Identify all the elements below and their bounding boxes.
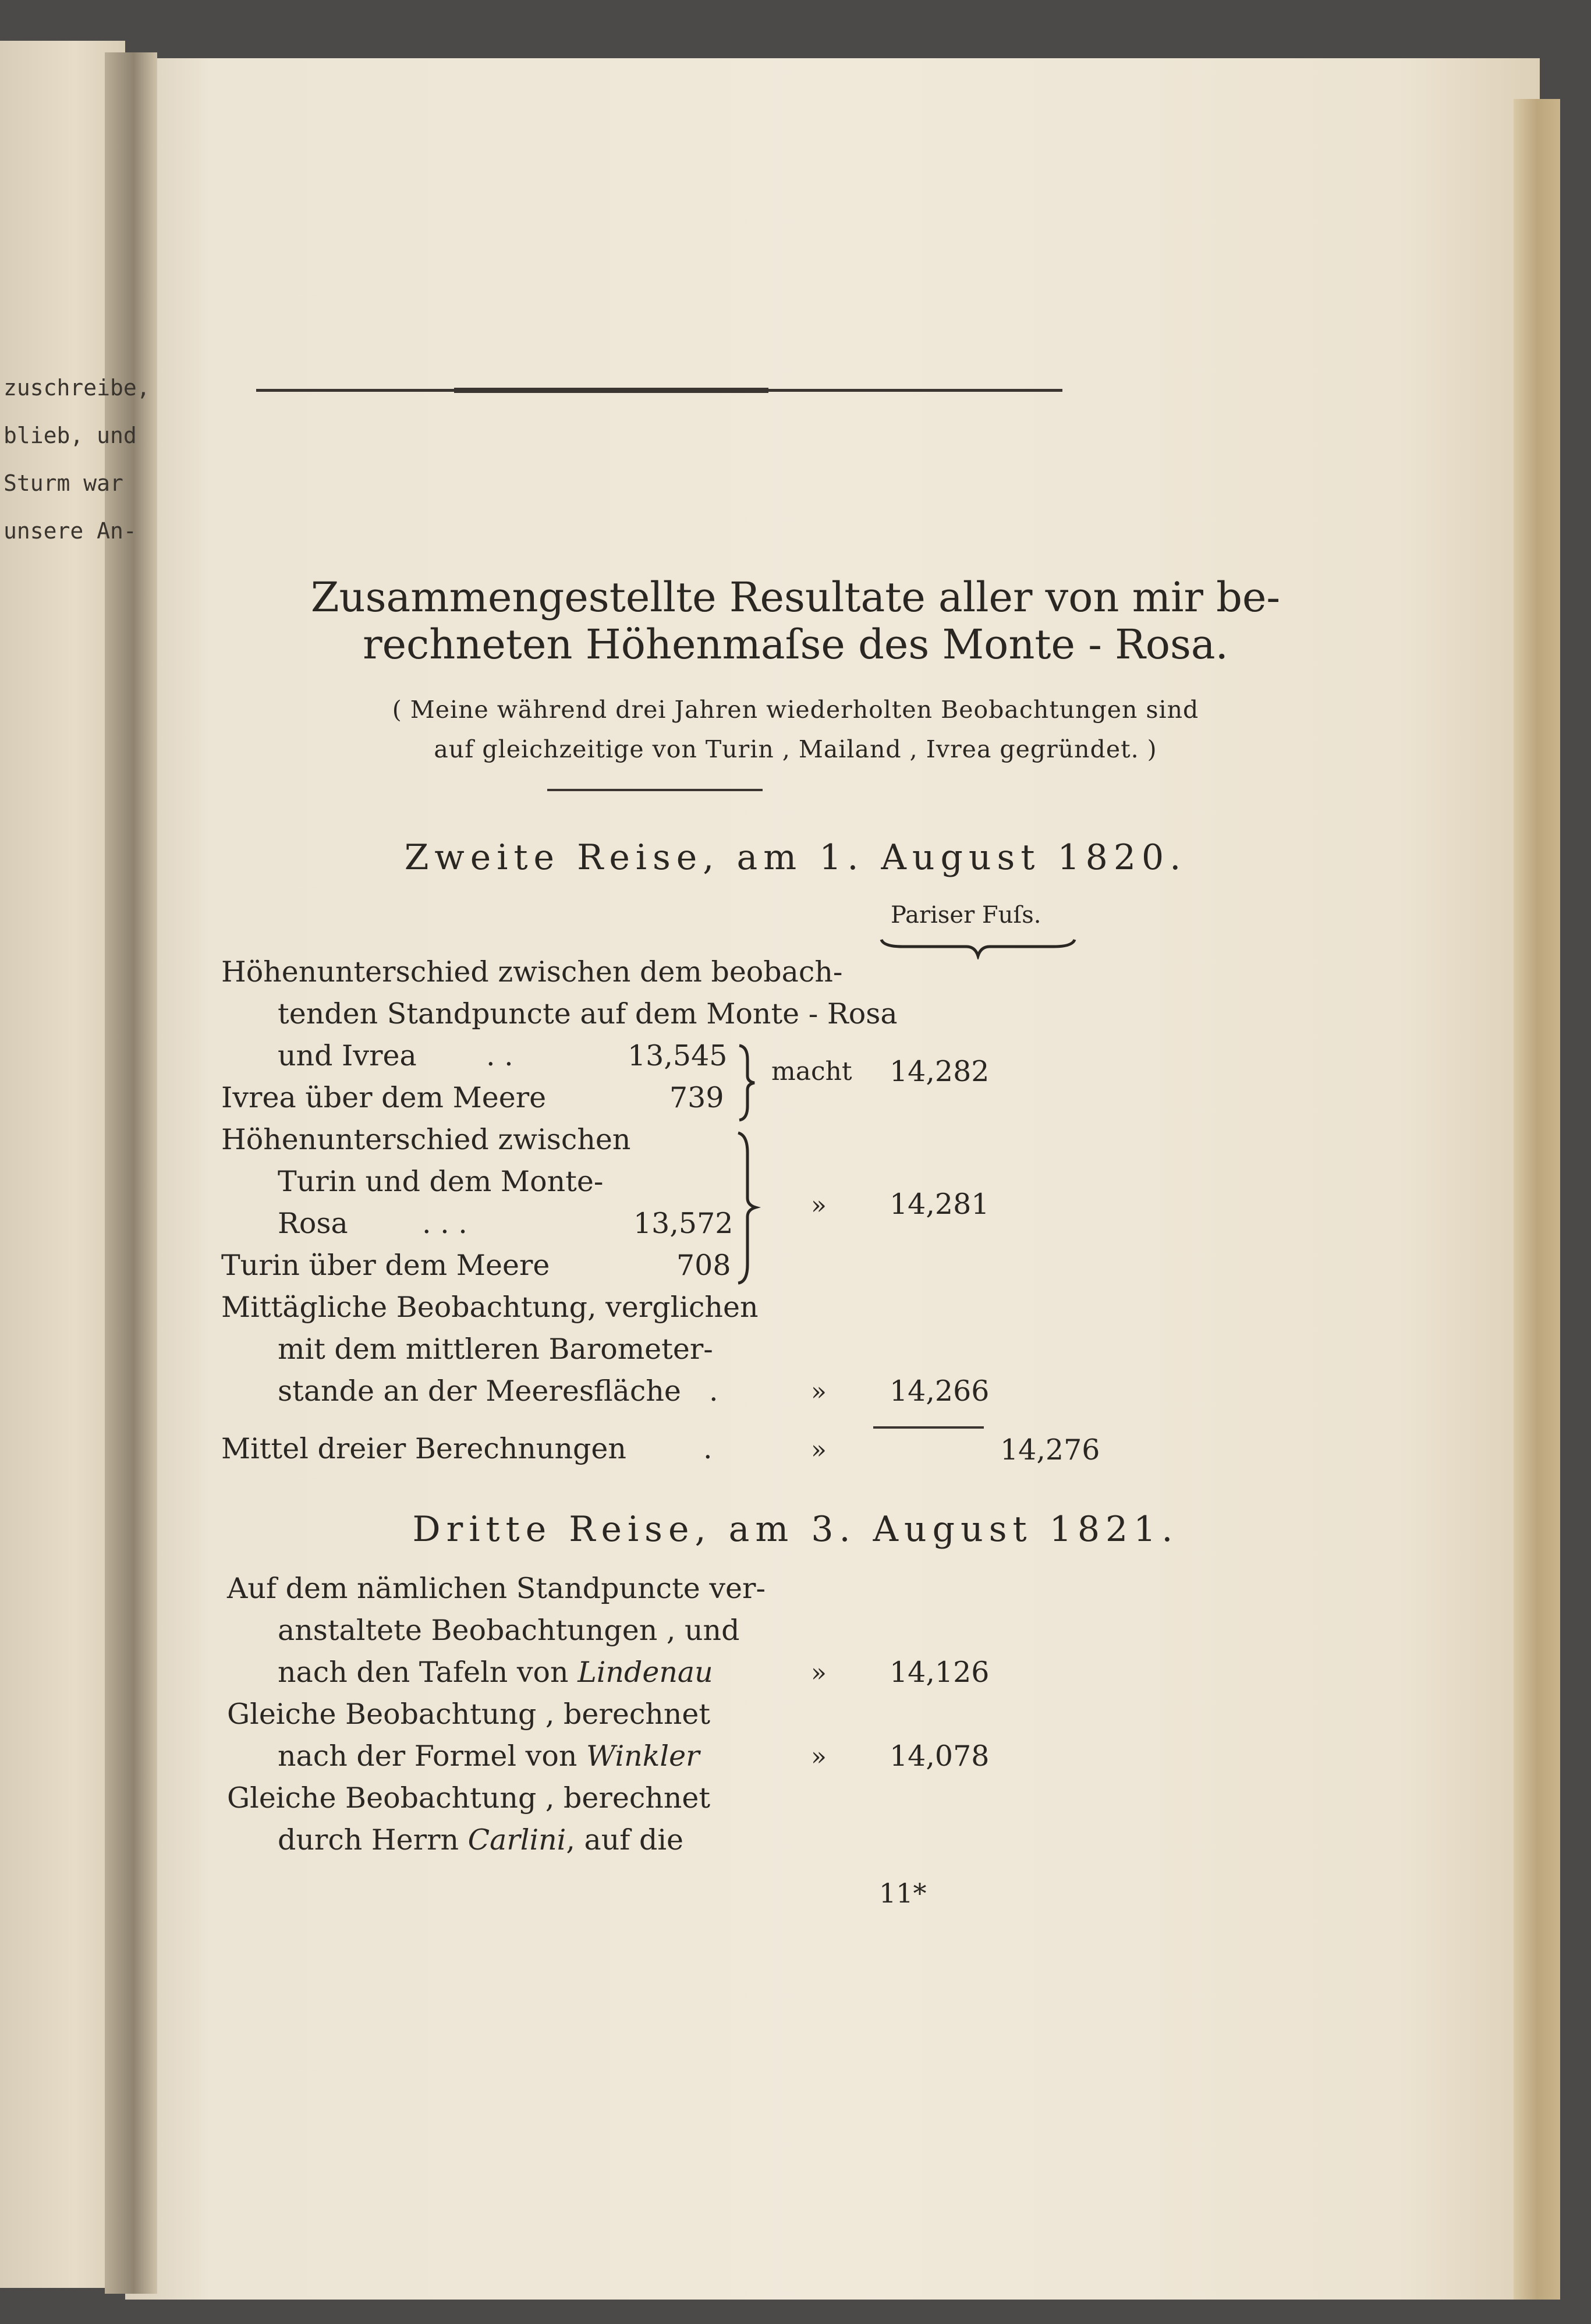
text-line: anstaltete Beobachtungen , und: [278, 1614, 740, 1647]
result-value: 14,078: [890, 1740, 990, 1773]
text-fragment: durch Herrn: [278, 1823, 459, 1857]
value-ivrea-difference: 13,545: [628, 1039, 728, 1072]
leader-dots: . . .: [422, 1207, 467, 1240]
signature-mark: 11*: [879, 1877, 927, 1909]
name-winkler: Winkler: [586, 1740, 700, 1773]
name-carlini: Carlini: [467, 1823, 566, 1857]
value-turin-difference: 13,572: [633, 1207, 734, 1240]
leader-dots: .: [709, 1374, 718, 1408]
text-line: Gleiche Beobachtung , berechnet: [227, 1698, 711, 1731]
section-divider: [547, 789, 763, 791]
section-heading-dritte-reise: Dritte Reise, am 3. August 1821.: [412, 1509, 1179, 1550]
text-fragment: nach der Formel von: [278, 1740, 577, 1773]
text-line: [278, 1740, 700, 1773]
text-line: Turin über dem Meere: [221, 1249, 550, 1282]
left-page-text: [3, 364, 150, 555]
text-line: stande an der Meeresfläche: [278, 1374, 681, 1408]
ditto-mark: »: [811, 1191, 827, 1220]
left-line: unsere An-: [3, 518, 137, 544]
text-fragment: nach den Tafeln von: [278, 1656, 569, 1689]
page-edge: [1514, 99, 1560, 2300]
ditto-mark: »: [811, 1742, 827, 1772]
text-line: Höhenunterschied zwischen: [221, 1123, 631, 1156]
mean-value: 14,276: [1000, 1433, 1100, 1466]
result-value: 14,281: [890, 1188, 990, 1221]
text-line: Ivrea über dem Meere: [221, 1081, 547, 1114]
left-line: Sturm war: [3, 470, 123, 496]
text-line: Gleiche Beobachtung , berechnet: [227, 1781, 711, 1815]
text-line: und Ivrea: [278, 1039, 417, 1072]
name-lindenau: Lindenau: [577, 1656, 713, 1689]
left-line: blieb, und: [3, 423, 137, 448]
text-fragment: , auf die: [566, 1823, 684, 1857]
text-line: [278, 1656, 713, 1689]
macht-label: macht: [771, 1057, 852, 1086]
leader-dots: . .: [486, 1039, 513, 1072]
leader-dots: .: [703, 1432, 713, 1465]
value-ivrea-height: 739: [669, 1081, 724, 1114]
sum-rule: [873, 1426, 984, 1429]
value-turin-height: 708: [676, 1249, 731, 1282]
section-heading-zweite-reise: Zweite Reise, am 1. August 1820.: [404, 837, 1187, 878]
text-line: [278, 1823, 683, 1857]
text-line: mit dem mittleren Barometer-: [278, 1333, 713, 1366]
text-line: Mittel dreier Berechnungen: [221, 1432, 626, 1465]
page-title-line-2: rechneten Höhenmaſse des Monte - Rosa.: [363, 621, 1228, 668]
text-line: Mittägliche Beobachtung, verglichen: [221, 1291, 759, 1324]
top-rule-ornament: [454, 388, 768, 393]
text-line: Höhenunterschied zwischen dem beobach-: [221, 955, 843, 989]
page-title-line-1: Zusammengestellte Resultate aller von mir be-: [310, 573, 1281, 621]
text-line: tenden Standpuncte auf dem Monte - Rosa: [278, 997, 898, 1030]
result-value: 14,266: [890, 1374, 990, 1408]
unit-label: Pariser Fuſs.: [891, 902, 1041, 929]
text-line: Auf dem nämlichen Standpuncte ver-: [227, 1572, 766, 1605]
result-value: 14,126: [890, 1656, 990, 1689]
unit-brace: [879, 936, 1077, 959]
subtitle-line-2: auf gleichzeitige von Turin , Mailand , Ivrea gegründet. ): [434, 735, 1157, 763]
subtitle-line-1: ( Meine während drei Jahren wiederholten Beobachtungen sind: [392, 696, 1199, 724]
ditto-mark: »: [811, 1658, 827, 1688]
brace-turin: [735, 1129, 764, 1287]
text-line: Turin und dem Monte-: [278, 1165, 604, 1198]
left-line: zuschreibe,: [3, 375, 150, 401]
brace-ivrea: [735, 1042, 758, 1124]
ditto-mark: »: [811, 1435, 827, 1465]
result-value: 14,282: [890, 1055, 990, 1088]
ditto-mark: »: [811, 1377, 827, 1407]
text-line: Rosa: [278, 1207, 348, 1240]
